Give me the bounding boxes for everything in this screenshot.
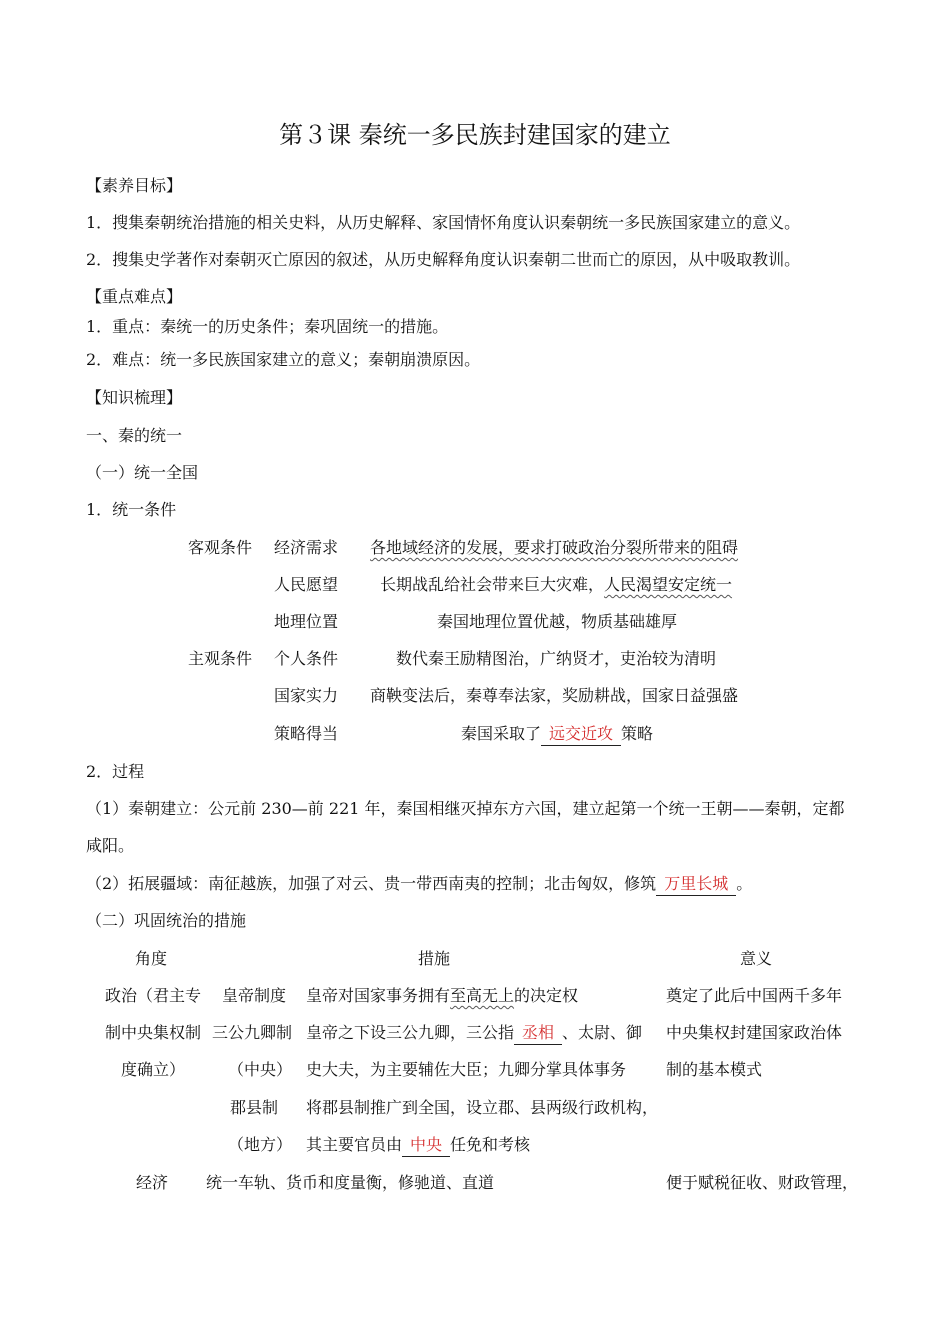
answer-blank: 万里长城 xyxy=(656,874,736,896)
factor-label: 国家实力 xyxy=(274,686,339,705)
process-text-1: （1）秦朝建立：公元前 230—前 221 年，秦国相继灭掉东方六国，建立起第一个统一王朝——秦朝，定都 xyxy=(86,799,845,818)
process-text-1-cont: 咸阳。 xyxy=(86,836,135,855)
measure-text: 皇帝对国家事务拥有 xyxy=(306,986,451,1005)
factor-desc-text: 秦国采取了 xyxy=(461,724,542,743)
item-heading-1: 1．统一条件 xyxy=(86,500,177,519)
factor-desc: 秦国地理位置优越，物质基础雄厚 xyxy=(437,612,678,631)
knowledge-heading: 【知识梳理】 xyxy=(86,388,183,407)
measure-desc xyxy=(306,1025,642,1041)
factor-label: 地理位置 xyxy=(274,612,339,631)
factor-desc-text: 策略 xyxy=(621,724,654,743)
objective-label: 客观条件 xyxy=(188,538,253,557)
aspect-label: 制中央集权制 xyxy=(104,1023,201,1042)
answer-blank: 远交近攻 xyxy=(541,724,621,746)
factor-label: 策略得当 xyxy=(274,724,339,743)
answer-blank: 丞相 xyxy=(514,1023,562,1045)
factor-label: 个人条件 xyxy=(274,649,339,668)
measure-desc: 史大夫，为主要辅佐大臣；九卿分掌具体事务 xyxy=(306,1060,627,1079)
goal-item-2: 2．搜集史学著作对秦朝灭亡原因的叙述，从历史解释角度认识秦朝二世而亡的原因，从中吸取教训。 xyxy=(86,250,801,269)
system-label: 三公九卿制 xyxy=(212,1023,293,1042)
factor-desc xyxy=(370,540,738,556)
item-heading-2: 2．过程 xyxy=(86,762,145,781)
process-text: （2）拓展疆域：南征越族，加强了对云、贵一带西南夷的控制；北击匈奴，修筑 xyxy=(86,874,657,893)
measure-desc: 将郡县制推广到全国，设立郡、县两级行政机构， xyxy=(306,1098,659,1117)
factor-desc-emphasis: 人民渴望安定统一 xyxy=(604,575,733,594)
factor-label: 人民愿望 xyxy=(274,575,339,594)
keypoint-item-1: 1．重点：秦统一的历史条件；秦巩固统一的措施。 xyxy=(86,317,449,336)
measure-desc xyxy=(306,1137,530,1153)
measure-desc xyxy=(306,988,578,1004)
column-header: 角度 xyxy=(135,949,168,968)
measure-text: 皇帝之下设三公九卿，三公指 xyxy=(306,1023,515,1042)
factor-desc-text: 长期战乱给社会带来巨大灾难， xyxy=(380,575,605,594)
measure-text: 的决定权 xyxy=(514,986,579,1005)
keypoint-item-2: 2．难点：统一多民族国家建立的意义；秦朝崩溃原因。 xyxy=(86,350,481,369)
factor-label: 经济需求 xyxy=(274,538,339,557)
subsection-heading-1: （一）统一全国 xyxy=(86,463,199,482)
answer-blank: 中央 xyxy=(402,1135,450,1157)
meaning-text: 便于赋税征收、财政管理， xyxy=(666,1173,859,1192)
system-sublabel: （中央） xyxy=(228,1060,293,1079)
goals-heading: 【素养目标】 xyxy=(86,176,183,195)
column-header: 意义 xyxy=(740,949,773,968)
process-text: 。 xyxy=(736,874,753,893)
section-heading-1: 一、秦的统一 xyxy=(86,426,183,445)
process-text-2 xyxy=(86,876,752,892)
measure-text: 任免和考核 xyxy=(450,1135,531,1154)
keypoints-heading: 【重点难点】 xyxy=(86,287,183,306)
subsection-heading-2: （二）巩固统治的措施 xyxy=(86,911,247,930)
column-header: 措施 xyxy=(418,949,451,968)
factor-desc: 数代秦王励精图治，广纳贤才，吏治较为清明 xyxy=(396,649,717,668)
meaning-text: 奠定了此后中国两千多年 xyxy=(666,986,843,1005)
system-label: 郡县制 xyxy=(230,1098,279,1117)
subjective-label: 主观条件 xyxy=(188,649,253,668)
factor-desc xyxy=(461,726,653,742)
system-label: 皇帝制度 xyxy=(222,986,287,1005)
meaning-text: 制的基本模式 xyxy=(666,1060,763,1079)
factor-desc xyxy=(380,577,732,593)
system-sublabel: （地方） xyxy=(228,1135,293,1154)
factor-desc-text: 各地域经济的发展，要求打破政治分裂所带来的阻碍 xyxy=(370,538,739,557)
aspect-label: 经济 xyxy=(136,1173,169,1192)
measure-emphasis: 至高无上 xyxy=(450,986,515,1005)
measure-text: 其主要官员由 xyxy=(306,1135,403,1154)
meaning-text: 中央集权封建国家政治体 xyxy=(666,1023,843,1042)
measure-desc: 统一车轨、货币和度量衡，修驰道、直道 xyxy=(206,1173,495,1192)
factor-desc: 商鞅变法后，秦尊奉法家，奖励耕战，国家日益强盛 xyxy=(370,686,739,705)
measure-text: 、太尉、御 xyxy=(562,1023,643,1042)
aspect-label: 政治（君主专 xyxy=(104,986,201,1005)
aspect-label: 度确立） xyxy=(120,1060,185,1079)
page-title: 第３课 秦统一多民族封建国家的建立 xyxy=(279,121,671,149)
goal-item-1: 1．搜集秦朝统治措施的相关史料，从历史解释、家国情怀角度认识秦朝统一多民族国家建立的意义。 xyxy=(86,213,801,232)
